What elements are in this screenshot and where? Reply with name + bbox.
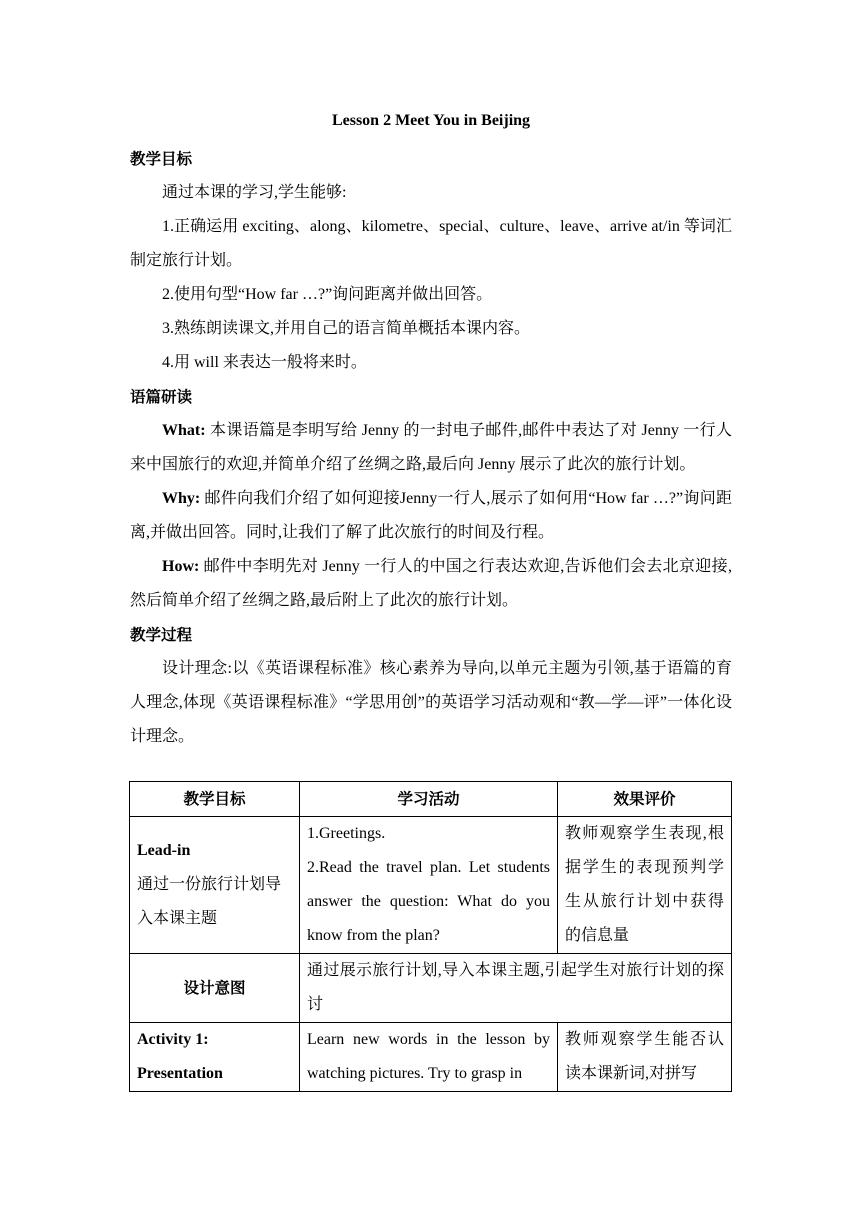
design-concept: 设计理念:以《英语课程标准》核心素养为导向,以单元主题为引领,基于语篇的育人理念,体现《英语课程标准》“学思用创”的英语学习活动观和“教—学—评”一体化设计理念。 bbox=[130, 660, 732, 745]
how-label: How: bbox=[162, 558, 200, 575]
leadin-goal-text: 通过一份旅行计划导入本课主题 bbox=[137, 876, 282, 927]
table-row-leadin bbox=[130, 817, 732, 954]
why-paragraph bbox=[130, 482, 732, 550]
activity1-stage-2: Presentation bbox=[137, 1065, 223, 1082]
reading-heading: 语篇研读 bbox=[130, 388, 193, 406]
why-label: Why: bbox=[162, 490, 201, 507]
table-row-activity1 bbox=[130, 1023, 732, 1092]
leadin-goal-cell bbox=[130, 817, 300, 954]
intent-text-cell: 通过展示旅行计划,导入本课主题,引起学生对旅行计划的探讨 bbox=[300, 954, 732, 1023]
what-paragraph bbox=[130, 414, 732, 482]
activity1-stage-1: Activity 1: bbox=[137, 1031, 209, 1048]
teaching-process-table bbox=[129, 781, 732, 1092]
what-label: What: bbox=[162, 422, 206, 439]
activity1-activity-cell: Learn new words in the lesson by watching pictures. Try to grasp in bbox=[300, 1023, 558, 1092]
activity1-stage-cell bbox=[130, 1023, 300, 1092]
objective-item-2: 2.使用句型“How far …?”询问距离并做出回答。 bbox=[162, 286, 493, 303]
how-text: 邮件中李明先对 Jenny 一行人的中国之行表达欢迎,告诉他们会去北京迎接,然后简单介绍了丝绸之路,最后附上了此次的旅行计划。 bbox=[130, 558, 732, 609]
intent-label-cell: 设计意图 bbox=[130, 954, 300, 1023]
activity1-evaluation-cell: 教师观察学生能否认读本课新词,对拼写 bbox=[558, 1023, 732, 1092]
why-text: 邮件向我们介绍了如何迎接Jenny一行人,展示了如何用“How far …?”询问距离,并做出回答。同时,让我们了解了此次旅行的时间及行程。 bbox=[130, 490, 732, 541]
table-row-intent bbox=[130, 954, 732, 1023]
leadin-activity-1: 1.Greetings. bbox=[307, 825, 386, 842]
header-activity: 学习活动 bbox=[300, 782, 558, 817]
objective-item-1: 1.正确运用 exciting、along、kilometre、special、culture、leave、arrive at/in 等词汇制定旅行计划。 bbox=[130, 218, 732, 269]
process-heading: 教学过程 bbox=[130, 626, 193, 644]
leadin-evaluation-cell: 教师观察学生表现,根据学生的表现预判学生从旅行计划中获得的信息量 bbox=[558, 817, 732, 954]
lesson-title: Lesson 2 Meet You in Beijing bbox=[331, 112, 531, 129]
objectives-intro: 通过本课的学习,学生能够: bbox=[162, 184, 347, 201]
how-paragraph bbox=[130, 550, 732, 618]
objective-item-4: 4.用 will 来表达一般将来时。 bbox=[162, 354, 367, 371]
what-text: 本课语篇是李明写给 Jenny 的一封电子邮件,邮件中表达了对 Jenny 一行人来中国旅行的欢迎,并简单介绍了丝绸之路,最后向 Jenny 展示了此次的旅行计划。 bbox=[130, 422, 732, 473]
leadin-activity-cell bbox=[300, 817, 558, 954]
objective-item-3: 3.熟练朗读课文,并用自己的语言简单概括本课内容。 bbox=[162, 320, 531, 337]
header-evaluation: 效果评价 bbox=[558, 782, 732, 817]
leadin-activity-2: 2.Read the travel plan. Let students answer the question: What do you know from the plan? bbox=[307, 859, 550, 944]
table-header-row bbox=[130, 782, 732, 817]
leadin-stage: Lead-in bbox=[137, 842, 191, 859]
header-goal: 教学目标 bbox=[130, 782, 300, 817]
objectives-heading: 教学目标 bbox=[130, 150, 193, 168]
document-body bbox=[130, 108, 732, 754]
